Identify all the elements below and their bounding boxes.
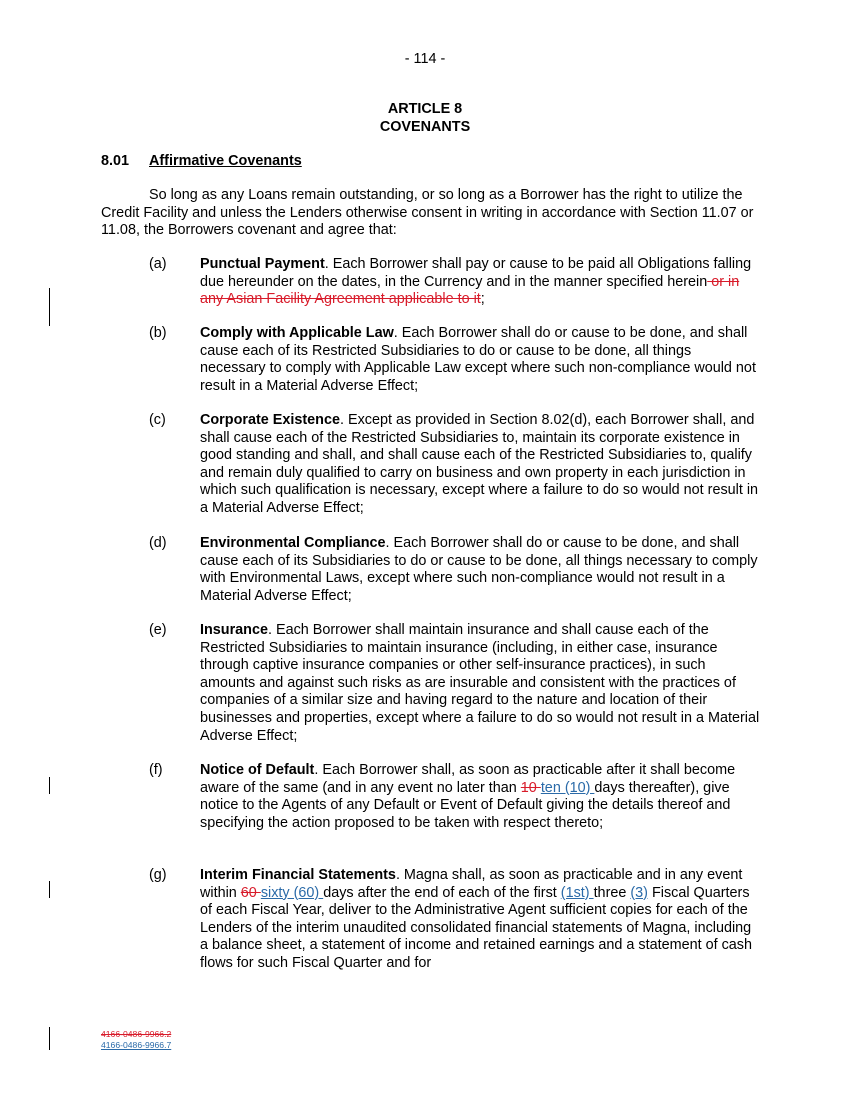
section-title: Affirmative Covenants <box>149 153 302 169</box>
item-d-label: (d) <box>149 535 167 551</box>
item-g-inserted-text-3: (3) <box>630 884 648 901</box>
item-a-deleted-text: or in any Asian Facility Agreement applicable to it <box>200 273 740 308</box>
article-title: COVENANTS <box>379 119 471 135</box>
item-a-label: (a) <box>149 256 167 272</box>
footer-new-doc-id: 4166-0486-9966.7 <box>101 1040 172 1050</box>
item-b-label: (b) <box>149 325 167 341</box>
intro-text: So long as any Loans remain outstanding, or so long as a Borrower has the right to utilize the Credit Facility and unless the Lenders otherwise consent in writing in accordance with Section 11.07 or 11.08, the Borrowers covenant and agree that: <box>101 187 754 239</box>
item-e-text: . Each Borrower shall maintain insurance and shall cause each of the Restricted Subsidiaries to maintain insurance (including, in either case, insurance through captive insurance companies or other self-insurance practices), in such amounts and against such risks as are insurable and consistent with the practices of companies of a similar size and having regard to the nature and location of their businesses and properties, except where a failure to do so would not result in a Material Adverse Effect; <box>200 622 760 744</box>
item-f-text: . Each Borrower shall, as soon as practicable after it shall become aware of the same (and in any event no later than <box>200 762 736 796</box>
item-g-text: . Magna shall, as soon as practicable and in any event within <box>200 867 743 901</box>
change-bar-item-g <box>49 881 50 898</box>
item-e-title: Insurance <box>200 622 268 638</box>
item-g-deleted-text: 60 <box>240 884 261 901</box>
item-d-title: Environmental Compliance <box>200 535 386 551</box>
item-f-paragraph <box>200 762 760 832</box>
change-bar-item-a <box>49 288 50 326</box>
footer-old-doc-id: 4166-0486-9966.2 <box>101 1029 172 1039</box>
item-a-text: . Each Borrower shall pay or cause to be paid all Obligations falling due hereunder on the dates, in the Currency and in the manner specified herein <box>200 256 752 290</box>
item-f-inserted-text: ten (10) <box>540 779 595 796</box>
item-a-paragraph <box>200 256 760 309</box>
item-c-label: (c) <box>149 412 166 428</box>
change-bar-item-f <box>49 777 50 794</box>
item-g-paragraph <box>200 867 760 973</box>
intro-paragraph <box>101 187 761 240</box>
change-bar-footer <box>49 1027 50 1050</box>
item-g-inserted-text: sixty (60) <box>260 884 324 901</box>
item-g-inserted-text-2: (1st) <box>560 884 594 901</box>
item-f-title: Notice of Default <box>200 762 315 778</box>
item-g-title: Interim Financial Statements <box>200 867 396 883</box>
item-c-paragraph <box>200 412 760 518</box>
item-g-label: (g) <box>149 867 167 883</box>
item-c-text: . Except as provided in Section 8.02(d), each Borrower shall, and shall cause each of the Restricted Subsidiaries to, maintain its corporate existence in good standing and shall, and shall cause each of the Restricted Subsidiaries to, qualify and remain duly qualified to carry on business and own property in each jurisdiction in which such qualification is necessary, except where a failure to do so would not result in a Material Adverse Effect; <box>200 412 759 516</box>
item-b-title: Comply with Applicable Law <box>200 325 394 341</box>
item-g-text-3: three <box>593 884 631 901</box>
item-e-paragraph <box>200 622 760 745</box>
item-a-title: Punctual Payment <box>200 256 325 272</box>
item-a-text-end: ; <box>480 291 485 308</box>
item-g-text-2: days after the end of each of the first <box>323 884 561 901</box>
section-number: 8.01 <box>101 153 130 169</box>
item-d-text: . Each Borrower shall do or cause to be done, and shall cause each of its Subsidiaries to do or cause to be done, all things necessary to comply with Environmental Laws, except where such non-compliance would not result in a Material Adverse Effect; <box>200 535 758 604</box>
item-f-label: (f) <box>149 762 163 778</box>
item-f-deleted-text: 10 <box>520 779 541 796</box>
item-d-paragraph <box>200 535 760 605</box>
page-number: - 114 - <box>404 51 446 67</box>
item-g-text-4: Fiscal Quarters of each Fiscal Year, deliver to the Administrative Agent sufficient copies for each of the Lenders of the interim unaudited consolidated financial statements of Magna, including a balance sheet, a statement of income and retained earnings and a statement of cash flows for such Fiscal Quarter and for <box>200 884 752 971</box>
item-c-title: Corporate Existence <box>200 412 340 428</box>
item-b-paragraph <box>200 325 760 395</box>
item-b-text: . Each Borrower shall do or cause to be done, and shall cause each of its Restricted Subsidiaries to do or cause to be done, all things necessary to comply with Applicable Law except where such non-compliance would not result in a Material Adverse Effect; <box>200 325 756 394</box>
item-f-text-end: days thereafter), give notice to the Agents of any Default or Event of Default giving the details thereof and specifying the action proposed to be taken with respect thereto; <box>200 779 731 831</box>
article-number: ARTICLE 8 <box>387 101 463 117</box>
item-e-label: (e) <box>149 622 167 638</box>
